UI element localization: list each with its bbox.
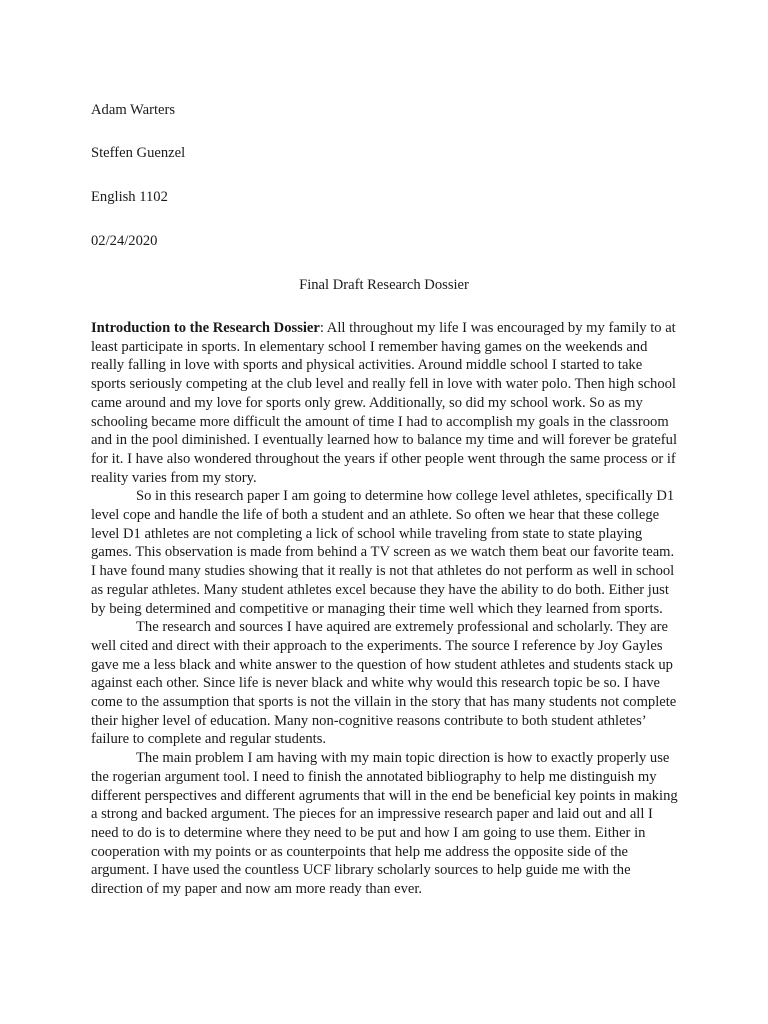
intro-heading: Introduction to the Research Dossier: [91, 320, 320, 336]
body-paragraph-3: The main problem I am having with my main topic direction is how to exactly properly use the rogerian argument tool. I need to finish the annotated bibliography to help me distinguish my different perspectives and different agruments that will in the end be beneficial key points in making a strong and backed argument. The pieces for an impressive research paper and laid out and all I need to do is to determine where they need to be put and how I am going to use them. Either in cooperation with my points or as counterpoints that help me address the opposite side of the argument. I have used the countless UCF library scholarly sources to help guide me with the direction of my paper and now am more ready than ever.: [91, 750, 678, 898]
document-body: [91, 319, 679, 899]
intro-text: : All throughout my life I was encouraged by my family to at least participate in sports. In elementary school I remember having games on the weekends and really falling in love with sports and physical activities. Around middle school I started to take sports seriously competing at the club level and really fell in love with water polo. Then high school came around and my love for sports only grew. Additionally, so did my school work. So as my schooling became more difficult the amount of time I had to accomplish my goals in the classroom and in the pool diminished. I eventually learned how to balance my time and will forever be grateful for it. I have also wondered throughout the years if other people went through the same process or if reality varies from my story.: [91, 320, 677, 486]
intro-paragraph: [91, 319, 679, 487]
course-name: English 1102: [91, 189, 168, 205]
instructor-name: Steffen Guenzel: [91, 145, 186, 161]
body-paragraph-2: The research and sources I have aquired are extremely professional and scholarly. They are well cited and direct with their approach to the experiments. The source I reference by Joy Gayles gave me a less black and white answer to the question of how student athletes and students stack up against each other. Since life is never black and white why would this research topic be so. I have come to the assumption that sports is not the villain in the story that has many students not complete their higher level of education. Many non-cognitive reasons contribute to both student athletes’ failure to complete and regular students.: [91, 619, 677, 748]
document-date: 02/24/2020: [91, 233, 158, 249]
author-name: Adam Warters: [91, 102, 176, 118]
body-paragraph-1: So in this research paper I am going to determine how college level athletes, specifically D1 level cope and handle the life of both a student and an athlete. So often we hear that these college level D1 athletes are not completing a lick of school while traveling from state to state playing games. This observation is made from behind a TV screen as we watch them beat our favorite team. I have found many studies showing that it really is not that athletes do not perform as well in school as regular athletes. Many student athletes excel because they have the ability to do both. Either just by being determined and competitive or managing their time well which they learned from sports.: [91, 488, 675, 617]
document-title: Final Draft Research Dossier: [299, 277, 469, 293]
